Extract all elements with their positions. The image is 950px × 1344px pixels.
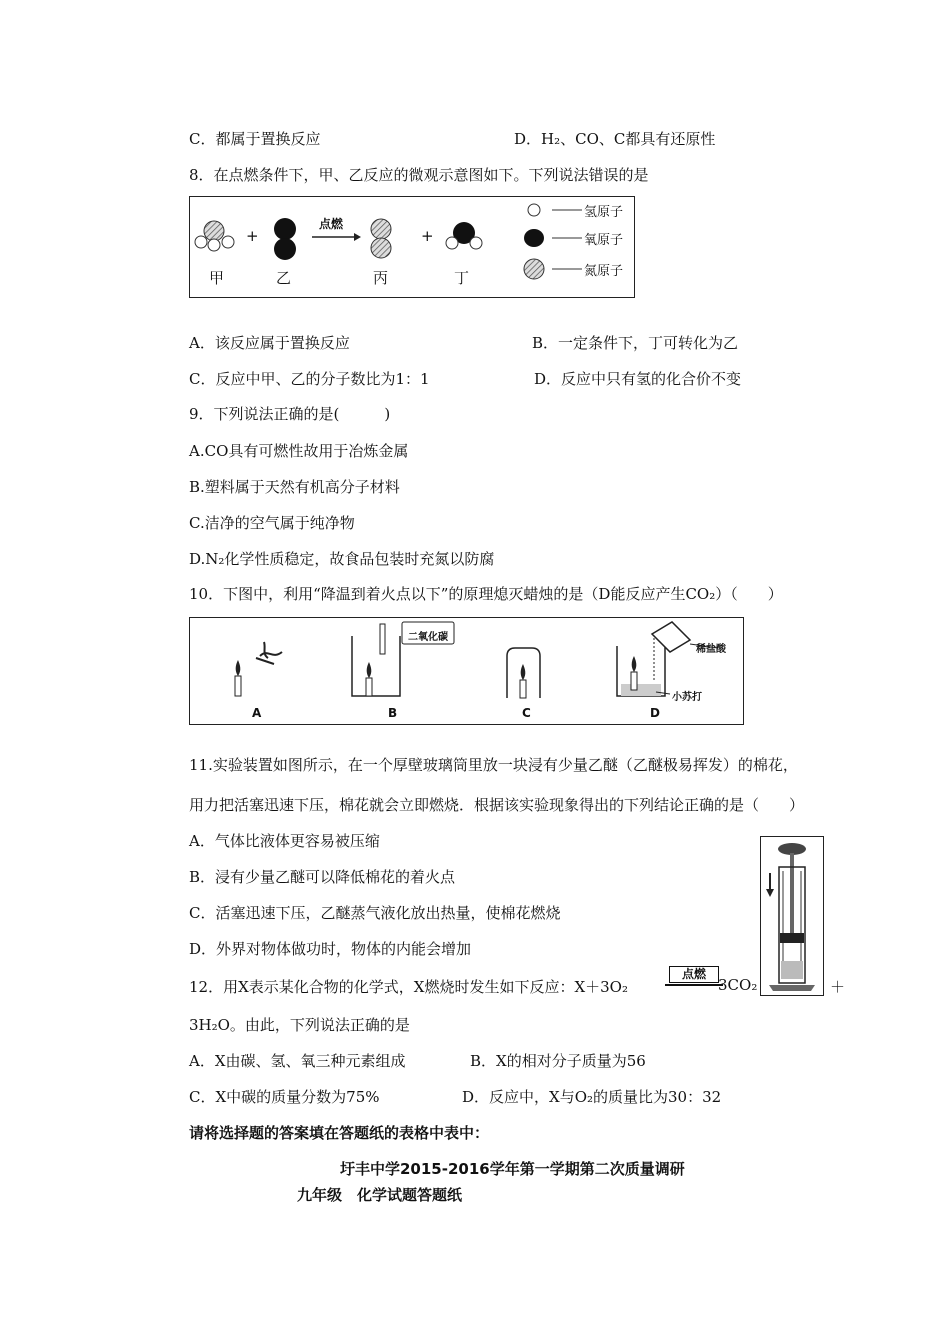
answer-instruction: 请将选择题的答案填在答题纸的表格中表中： (189, 1124, 490, 1142)
acid-label: 稀盐酸 (696, 644, 726, 655)
legend-nitrogen: 氮原子 (584, 264, 624, 279)
q12-stem-part2: 3CO₂ (718, 976, 758, 994)
baking-soda-label: 小苏打 (672, 692, 702, 703)
q9-option-b: B.塑料属于天然有机高分子材料 (189, 478, 400, 496)
q10-stem: 10．下图中，利用“降温到着火点以下”的原理熄灭蜡烛的是（D能反应产生CO₂）（ ） (189, 585, 783, 603)
q9-option-a: A.CO具有可燃性故用于冶炼金属 (189, 442, 409, 460)
q8-option-c: C．反应中甲、乙的分子数比为1：1 (189, 370, 430, 388)
q11-option-b: B．浸有少量乙醚可以降低棉花的着火点 (189, 868, 456, 886)
label-b: B (388, 706, 398, 720)
reaction-diagram (190, 197, 634, 297)
q12-option-b: B．X的相对分子质量为56 (470, 1052, 646, 1070)
label-bing: 丙 (373, 269, 389, 287)
q11-option-a: A．气体比液体更容易被压缩 (189, 832, 380, 850)
acid-bottle (652, 622, 690, 652)
candle-diagrams (190, 618, 743, 724)
q12-option-d: D．反应中，X与O₂的质量比为30：32 (462, 1088, 722, 1106)
school-title: 圩丰中学2015-2016学年第一学期第二次质量调研 (340, 1160, 685, 1178)
compression-cylinder (761, 837, 823, 995)
molecule-yi (274, 218, 296, 260)
q11-option-c: C．活塞迅速下压，乙醚蒸气液化放出热量，使棉花燃烧 (189, 904, 561, 922)
q11-stem-line1: 11.实验装置如图所示，在一个厚壁玻璃筒里放一块浸有少量乙醚（乙醚极易挥发）的棉花， (189, 756, 798, 774)
label-a: A (252, 706, 262, 720)
q12-stem-part1: 12．用X表示某化合物的化学式，X燃烧时发生如下反应：X＋3O₂ (189, 978, 628, 996)
co2-label: 二氧化碳 (408, 632, 448, 643)
label-jia: 甲 (209, 269, 225, 287)
molecule-jia (195, 221, 234, 251)
label-yi: 乙 (276, 269, 292, 287)
q8-stem: 8．在点燃条件下，甲、乙反应的微观示意图如下。下列说法错误的是 (189, 166, 649, 184)
legend-oxygen: 氧原子 (584, 233, 624, 248)
legend-hydrogen-symbol (528, 204, 540, 216)
q12-stem-line2: 3H₂O。由此，下列说法正确的是 (189, 1016, 410, 1034)
q9-option-d: D.N₂化学性质稳定，故食品包装时充氮以防腐 (189, 550, 495, 568)
q12-plus: ＋ (830, 978, 846, 996)
plus-sign-1: + (246, 227, 259, 245)
q11-option-d: D．外界对物体做功时，物体的内能会增加 (189, 940, 472, 958)
q9-option-c: C.洁净的空气属于纯净物 (189, 514, 355, 532)
candle-c (507, 648, 540, 698)
legend-oxygen-symbol (524, 229, 544, 247)
q8-option-b: B．一定条件下，丁可转化为乙 (532, 334, 739, 352)
molecule-bing (371, 219, 391, 258)
candle-a (235, 642, 282, 696)
q8-option-d: D．反应中只有氢的化合价不变 (534, 370, 742, 388)
arrow-condition-label: 点燃 (319, 217, 344, 231)
candle-d (617, 622, 718, 696)
plus-sign-2: + (421, 227, 434, 245)
answer-sheet-title: 九年级 化学试题答题纸 (297, 1186, 463, 1204)
q7-option-d: D．H₂、CO、C都具有还原性 (514, 130, 716, 148)
label-ding: 丁 (454, 269, 470, 287)
q9-stem: 9．下列说法正确的是( ) (189, 405, 391, 423)
q8-reaction-figure (189, 196, 635, 298)
q8-option-a: A．该反应属于置换反应 (189, 334, 350, 352)
legend-nitrogen-symbol (524, 259, 544, 279)
q11-piston-figure (760, 836, 824, 996)
label-d: D (650, 706, 660, 720)
q12-condition-arrow (665, 966, 723, 986)
molecule-ding (446, 222, 482, 249)
q11-stem-line2: 用力把活塞迅速下压，棉花就会立即燃烧．根据该实验现象得出的下列结论正确的是（ ） (189, 796, 805, 814)
legend-hydrogen: 氢原子 (584, 205, 624, 220)
q10-candle-figure (189, 617, 744, 725)
label-c: C (522, 706, 531, 720)
q12-condition: 点燃 (669, 966, 719, 983)
q12-option-c: C．X中碳的质量分数为75% (189, 1088, 380, 1106)
q7-option-c: C．都属于置换反应 (189, 130, 321, 148)
q12-option-a: A．X由碳、氢、氧三种元素组成 (189, 1052, 406, 1070)
